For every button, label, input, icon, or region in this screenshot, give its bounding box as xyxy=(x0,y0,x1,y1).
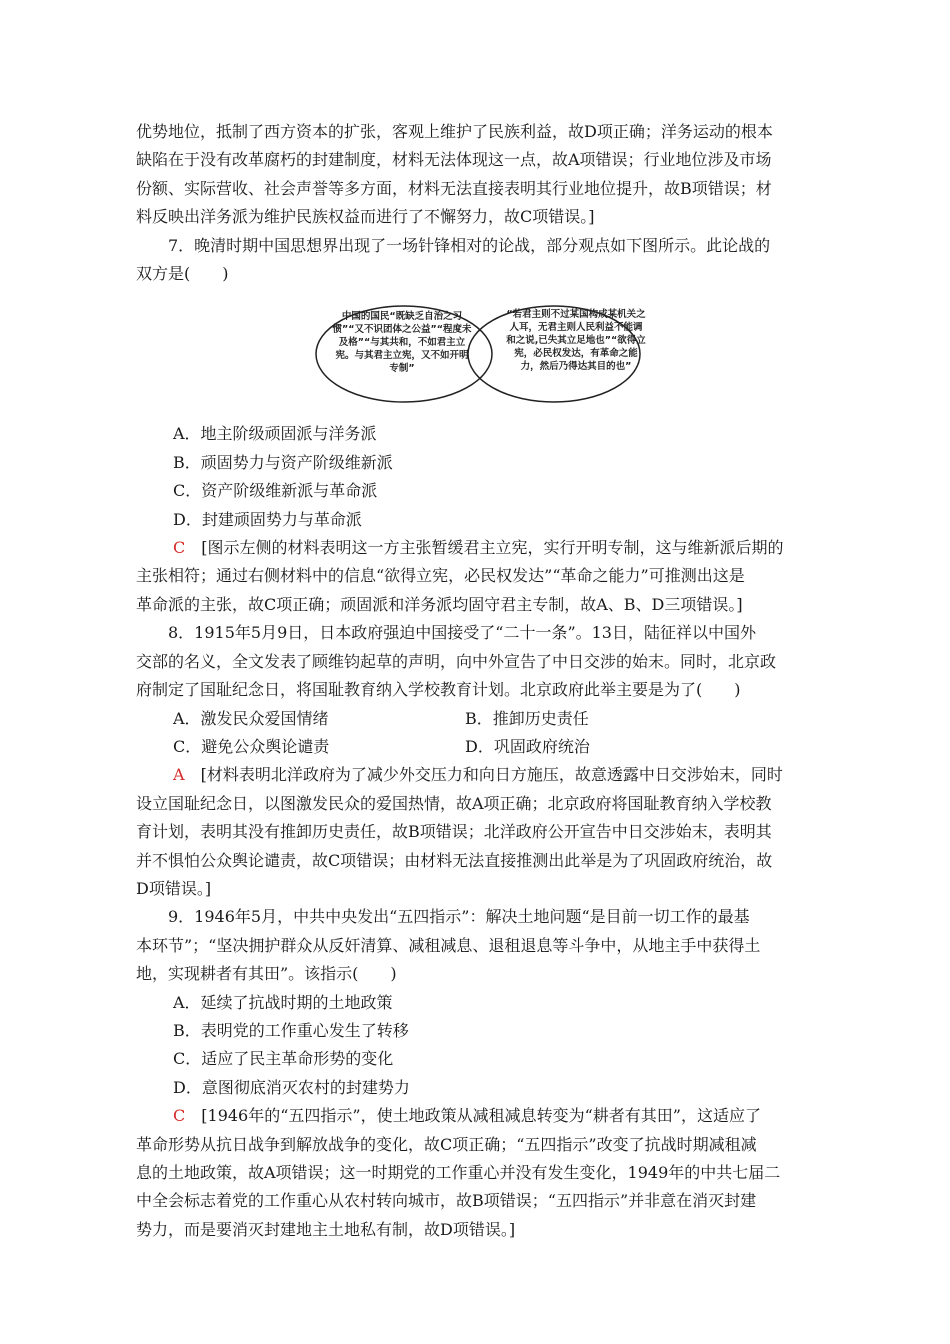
right-viewpoint: “若君主则不过某国构成某机关之人耳，无君主则人民利益不能调和之说,已失其立足地也”“欲得立宪，必民权发达，有革命之能力，然后乃得达其目的也” xyxy=(506,309,646,373)
option-d: D．巩固政府统治 xyxy=(465,736,590,756)
text-line: 份额、实际营收、社会声誉等多方面，材料无法直接表明其行业地位提升，故B项错误；材 xyxy=(136,178,772,198)
answer-line: 并不惧怕公众舆论谴责，故C项错误；由材料无法直接推测出此举是为了巩固政府统治，故 xyxy=(136,850,773,870)
question-stem: 8．1915年5月9日，日本政府强迫中国接受了“二十一条”。13日，陆征祥以中国外 xyxy=(168,623,756,643)
text-line: 缺陷在于没有改革腐朽的封建制度，材料无法体现这一点，故A项错误；行业地位涉及市场 xyxy=(136,150,772,170)
document-page xyxy=(136,118,818,1244)
option-b: B．表明党的工作重心发生了转移 xyxy=(173,1020,409,1040)
answer-explanation xyxy=(136,1102,818,1130)
answer-letter: A xyxy=(173,765,185,785)
question-stem: 本环节”；“坚决拥护群众从反奸清算、减租减息、退租退息等斗争中，从地主手中获得土 xyxy=(136,935,761,955)
question-stem: 府制定了国耻纪念日，将国耻教育纳入学校教育计划。北京政府此举主要是为了( ) xyxy=(136,680,741,700)
question-stem: 地，实现耕者有其田”。该指示( ) xyxy=(136,964,397,984)
option-c: C．适应了民主革命形势的变化 xyxy=(173,1049,394,1069)
answer-text: [材料表明北洋政府为了减少外交压力和向日方施压，故意透露中日交涉始末，同时 xyxy=(200,765,783,785)
option-a: A．延续了抗战时期的土地政策 xyxy=(173,992,393,1012)
answer-explanation xyxy=(136,761,818,789)
option-c: C．避免公众舆论谴责 xyxy=(173,736,330,756)
option-row xyxy=(173,705,818,733)
question-9 xyxy=(136,903,818,1244)
question-stem: 9．1946年5月，中共中央发出“五四指示”：解决土地问题“是目前一切工作的最基 xyxy=(168,907,750,927)
option-row xyxy=(173,733,818,761)
question-stem: 双方是( ) xyxy=(136,264,229,284)
answer-line: 势力，而是要消灭封建地主土地私有制，故D项错误。] xyxy=(136,1219,516,1239)
question-stem: 7．晚清时期中国思想界出现了一场针锋相对的论战，部分观点如下图所示。此论战的 xyxy=(168,235,771,255)
intro-explanation xyxy=(136,118,818,232)
answer-explanation xyxy=(136,534,818,562)
answer-text: [图示左侧的材料表明这一方主张暂缓君主立宪，实行开明专制，这与维新派后期的 xyxy=(201,538,784,558)
text-line: 料反映出洋务派为维护民族权益而进行了不懈努力，故C项错误。] xyxy=(136,207,595,227)
option-a: A．激发民众爱国情绪 xyxy=(173,708,329,728)
option-a: A．地主阶级顽固派与洋务派 xyxy=(173,424,377,444)
option-b: B．推卸历史责任 xyxy=(465,708,589,728)
answer-line: 息的土地政策，故A项错误；这一时期党的工作重心并没有发生变化，1949年的中共七届二 xyxy=(136,1163,781,1182)
venn-figure xyxy=(136,302,818,410)
option-b: B．顽固势力与资产阶级维新派 xyxy=(173,452,393,472)
answer-line: 育计划，表明其没有推卸历史责任，故B项错误；北洋政府公开宣告中日交涉始末，表明其 xyxy=(136,822,772,842)
option-d: D．意图彻底消灭农村的封建势力 xyxy=(173,1077,410,1097)
answer-text: [1946年的“五四指示”，使土地政策从减租减息转变为“耕者有其田”，这适应了 xyxy=(201,1106,761,1126)
left-viewpoint: 中国的国民“既缺乏自治之习惯”“又不识团体之公益”“程度未及格”“与其共和，不如君主立宪。与其君主立宪，又不如开明专制” xyxy=(332,311,472,375)
answer-line: 设立国耻纪念日，以图激发民众的爱国热情，故A项正确；北京政府将国耻教育纳入学校教 xyxy=(136,793,772,813)
question-7 xyxy=(136,232,818,620)
question-8 xyxy=(136,619,818,903)
answer-line: D项错误。] xyxy=(136,878,212,898)
text-line: 优势地位，抵制了西方资本的扩张，客观上维护了民族利益，故D项正确；洋务运动的根本 xyxy=(136,122,773,141)
answer-letter: C xyxy=(173,538,186,558)
answer-letter: C xyxy=(173,1106,186,1126)
answer-line: 主张相符；通过右侧材料中的信息“欲得立宪，必民权发达”“革命之能力”可推测出这是 xyxy=(136,566,745,586)
option-c: C．资产阶级维新派与革命派 xyxy=(173,481,378,501)
answer-line: 中全会标志着党的工作重心从农村转向城市，故B项错误；“五四指示”并非意在消灭封建 xyxy=(136,1191,757,1211)
answer-line: 革命派的主张，故C项正确；顽固派和洋务派均固守君主专制，故A、B、D三项错误。] xyxy=(136,594,743,614)
option-d: D．封建顽固势力与革命派 xyxy=(173,509,362,529)
question-stem: 交部的名义，全文发表了顾维钧起草的声明，向中外宣告了中日交涉的始末。同时，北京政 xyxy=(136,651,777,671)
answer-line: 革命形势从抗日战争到解放战争的变化，故C项正确；“五四指示”改变了抗战时期减租减 xyxy=(136,1134,757,1154)
